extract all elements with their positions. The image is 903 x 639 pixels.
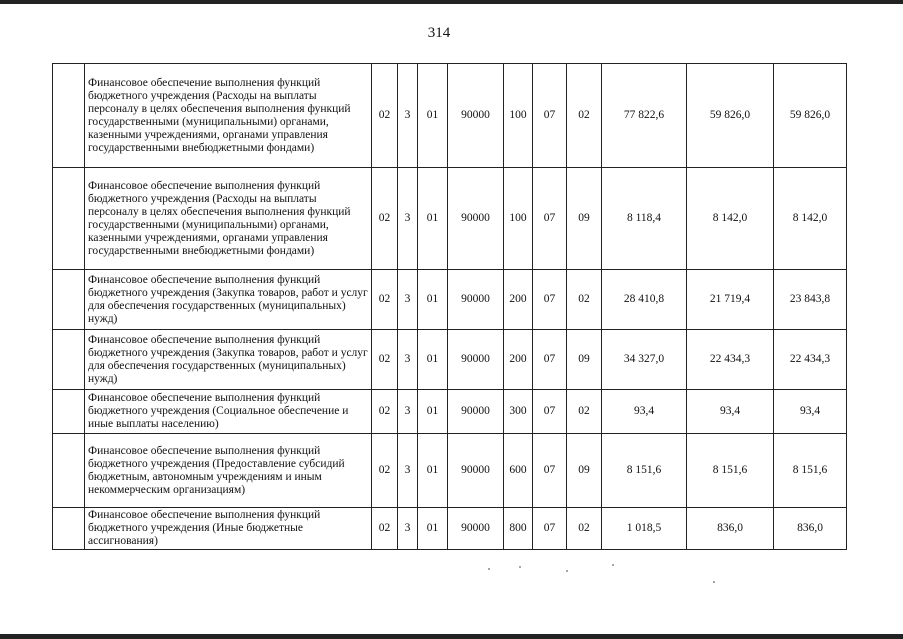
amount-cell: 23 843,8 (774, 270, 847, 330)
amount-cell: 22 434,3 (687, 330, 774, 390)
code-cell: 01 (418, 508, 448, 550)
row-index-cell (53, 330, 85, 390)
description-cell: Финансовое обеспечение выполнения функций бюджетного учреждения (Расходы на выплаты персоналу в целях обеспечения выполнения функций государственными (муниципальными) органами, казенными учреждениями, органами управления государственными внебюджетными фондами) (85, 64, 372, 168)
code-cell: 100 (504, 168, 533, 270)
row-index-cell (53, 270, 85, 330)
code-cell: 90000 (448, 434, 504, 508)
amount-cell: 8 151,6 (602, 434, 687, 508)
code-cell: 02 (372, 508, 398, 550)
code-cell: 02 (567, 64, 602, 168)
scan-speck (612, 564, 614, 566)
code-cell: 02 (372, 270, 398, 330)
table-row (53, 168, 847, 270)
scan-speck (566, 570, 568, 572)
row-index-cell (53, 434, 85, 508)
code-cell: 600 (504, 434, 533, 508)
code-cell: 09 (567, 168, 602, 270)
budget-table (52, 63, 847, 550)
scan-speck (519, 566, 521, 568)
amount-cell: 93,4 (774, 390, 847, 434)
amount-cell: 28 410,8 (602, 270, 687, 330)
code-cell: 02 (567, 508, 602, 550)
code-cell: 09 (567, 330, 602, 390)
amount-cell: 836,0 (774, 508, 847, 550)
code-cell: 3 (398, 64, 418, 168)
code-cell: 90000 (448, 508, 504, 550)
scan-speck (713, 581, 715, 583)
code-cell: 01 (418, 434, 448, 508)
code-cell: 3 (398, 270, 418, 330)
description-cell: Финансовое обеспечение выполнения функций бюджетного учреждения (Социальное обеспечение и иные выплаты населению) (85, 390, 372, 434)
top-border-line (0, 0, 903, 4)
scan-speck (488, 568, 490, 570)
code-cell: 07 (533, 64, 567, 168)
amount-cell: 8 142,0 (687, 168, 774, 270)
table-row (53, 434, 847, 508)
amount-cell: 34 327,0 (602, 330, 687, 390)
code-cell: 01 (418, 168, 448, 270)
code-cell: 07 (533, 508, 567, 550)
amount-cell: 8 151,6 (687, 434, 774, 508)
code-cell: 07 (533, 330, 567, 390)
code-cell: 01 (418, 390, 448, 434)
amount-cell: 8 151,6 (774, 434, 847, 508)
table-row (53, 270, 847, 330)
code-cell: 90000 (448, 390, 504, 434)
code-cell: 02 (372, 64, 398, 168)
code-cell: 3 (398, 508, 418, 550)
code-cell: 3 (398, 434, 418, 508)
description-cell: Финансовое обеспечение выполнения функций бюджетного учреждения (Предоставление субсидий бюджетным, автономным учреждениям и иным некоммерческим организациям) (85, 434, 372, 508)
amount-cell: 59 826,0 (774, 64, 847, 168)
code-cell: 02 (567, 390, 602, 434)
code-cell: 07 (533, 168, 567, 270)
amount-cell: 77 822,6 (602, 64, 687, 168)
code-cell: 02 (372, 330, 398, 390)
budget-table-body (53, 64, 847, 550)
row-index-cell (53, 64, 85, 168)
code-cell: 02 (567, 270, 602, 330)
row-index-cell (53, 168, 85, 270)
code-cell: 07 (533, 270, 567, 330)
page-number: 314 (427, 25, 451, 41)
code-cell: 90000 (448, 64, 504, 168)
table-row (53, 508, 847, 550)
code-cell: 01 (418, 330, 448, 390)
description-cell: Финансовое обеспечение выполнения функций бюджетного учреждения (Закупка товаров, работ и услуг для обеспечения государственных (муниципальных) нужд) (85, 270, 372, 330)
code-cell: 3 (398, 168, 418, 270)
bottom-border-line (0, 634, 903, 639)
code-cell: 01 (418, 64, 448, 168)
amount-cell: 93,4 (687, 390, 774, 434)
code-cell: 3 (398, 330, 418, 390)
code-cell: 200 (504, 270, 533, 330)
description-cell: Финансовое обеспечение выполнения функций бюджетного учреждения (Закупка товаров, работ и услуг для обеспечения государственных (муниципальных) нужд) (85, 330, 372, 390)
amount-cell: 836,0 (687, 508, 774, 550)
code-cell: 07 (533, 434, 567, 508)
code-cell: 90000 (448, 168, 504, 270)
code-cell: 300 (504, 390, 533, 434)
row-index-cell (53, 508, 85, 550)
amount-cell: 21 719,4 (687, 270, 774, 330)
amount-cell: 22 434,3 (774, 330, 847, 390)
code-cell: 02 (372, 390, 398, 434)
code-cell: 01 (418, 270, 448, 330)
code-cell: 90000 (448, 330, 504, 390)
amount-cell: 1 018,5 (602, 508, 687, 550)
amount-cell: 8 118,4 (602, 168, 687, 270)
code-cell: 200 (504, 330, 533, 390)
description-cell: Финансовое обеспечение выполнения функций бюджетного учреждения (Иные бюджетные ассигнования) (85, 508, 372, 550)
row-index-cell (53, 390, 85, 434)
table-row (53, 330, 847, 390)
code-cell: 90000 (448, 270, 504, 330)
code-cell: 02 (372, 168, 398, 270)
code-cell: 800 (504, 508, 533, 550)
amount-cell: 8 142,0 (774, 168, 847, 270)
table-row (53, 390, 847, 434)
amount-cell: 59 826,0 (687, 64, 774, 168)
description-cell: Финансовое обеспечение выполнения функций бюджетного учреждения (Расходы на выплаты персоналу в целях обеспечения выполнения функций государственными (муниципальными) органами, казенными учреждениями, органами управления государственными внебюджетными фондами) (85, 168, 372, 270)
code-cell: 09 (567, 434, 602, 508)
amount-cell: 93,4 (602, 390, 687, 434)
code-cell: 07 (533, 390, 567, 434)
code-cell: 02 (372, 434, 398, 508)
code-cell: 3 (398, 390, 418, 434)
table-row (53, 64, 847, 168)
code-cell: 100 (504, 64, 533, 168)
